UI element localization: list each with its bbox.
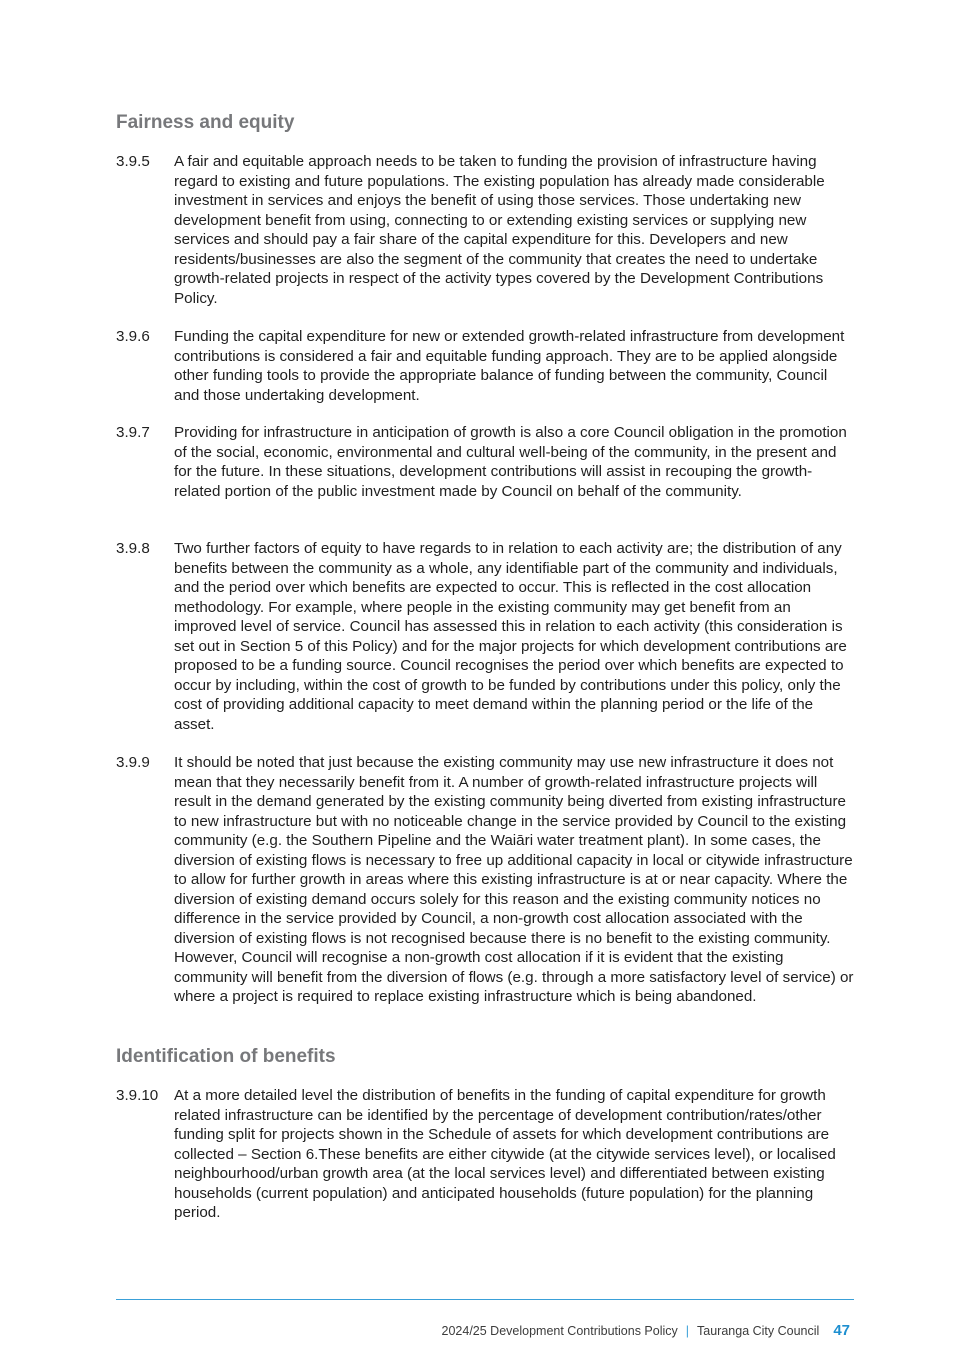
paragraph-3-9-5 — [116, 152, 856, 308]
paragraph-text: Funding the capital expenditure for new or extended growth-related infrastructure from development contributions is considered a fair and equitable funding approach. They are to be applied alongside other funding tools to provide the appropriate balance of funding between the community, Council and those undertaking development. — [174, 328, 845, 404]
paragraph-3-9-7 — [116, 423, 856, 501]
paragraph-text: It should be noted that just because the existing community may use new infrastructure it does not mean that they necessarily benefit from it. A number of growth-related infrastructure projects will result in the demand generated by the existing community being diverted from existing infrastructure to new infrastructure but with no noticeable change in the service provided by Council to the existing community (e.g. the Southern Pipeline and the Waiāri water treatment plant). In some cases, the diversion of existing flows is necessary to free up additional capacity in local or citywide infrastructure to allow for further growth in areas where this existing infrastructure is at or near capacity. Where the diversion of existing demand occurs solely for this reason and the existing community notices no difference in the service provided by Council, a non-growth cost allocation associated with the diversion of existing flows is not recognised because there is no benefit to the existing community. However, Council will recognise a non-growth cost allocation if it is evident that the existing community will benefit from the diversion of flows (e.g. through a more satisfactory level of service) or where a project is required to replace existing infrastructure which is being abandoned. — [174, 754, 854, 1005]
paragraph-3-9-9 — [116, 753, 856, 1007]
paragraph-text: Providing for infrastructure in anticipation of growth is also a core Council obligation in the promotion of the social, economic, environmental and cultural well-being of the community, in the present and for the future. In these situations, development contributions will assist in recouping the growth-related portion of the public investment made by Council on behalf of the community. — [174, 424, 847, 500]
paragraph-text: A fair and equitable approach needs to be taken to funding the provision of infrastructure having regard to existing and future populations. The existing population has already made considerable investment in services and enjoys the benefit of using those services. Those undertaking new development benefit from using, connecting to or extending existing services or supplying new services and should pay a fair share of the capital expenditure for this. Developers and new residents/businesses are also the segment of the community that creates the need to undertake growth-related projects in respect of the activity types covered by the Development Contributions Policy. — [174, 153, 825, 307]
footer-divider — [116, 1299, 854, 1300]
page-footer — [442, 1322, 850, 1339]
paragraph-text: At a more detailed level the distribution of benefits in the funding of capital expenditure for growth related infrastructure can be identified by the percentage of development contribution/rates/other funding split for projects shown in the Schedule of assets for which development contributions are collected – Section 6.These benefits are either citywide (at the citywide services level), or localised neighbourhood/urban growth area (at the local services level) and differentiated between existing households (current population) and anticipated households (future population) for the planning period. — [174, 1087, 836, 1221]
footer-document-title: 2024/25 Development Contributions Policy — [441, 1324, 678, 1338]
page-number: 47 — [833, 1322, 850, 1339]
paragraph-number: 3.9.10 — [116, 1087, 159, 1104]
footer-separator: | — [685, 1324, 690, 1338]
paragraph-3-9-8 — [116, 539, 856, 734]
paragraph-number: 3.9.8 — [116, 540, 150, 557]
footer-organisation: Tauranga City Council — [697, 1324, 820, 1338]
section-heading-identification-of-benefits: Identification of benefits — [116, 1046, 336, 1067]
paragraph-3-9-10 — [116, 1086, 856, 1223]
paragraph-number: 3.9.5 — [116, 153, 150, 170]
paragraph-number: 3.9.6 — [116, 328, 150, 345]
section-heading-fairness-and-equity: Fairness and equity — [116, 112, 295, 133]
paragraph-3-9-6 — [116, 327, 856, 405]
paragraph-text: Two further factors of equity to have regards to in relation to each activity are; the distribution of any benefits between the community as a whole, any identifiable part of the community and individuals, and the period over which benefits are expected to occur. This is reflected in the cost allocation methodology. For example, where people in the existing community may get benefit from an improved level of service. Council has assessed this in relation to each activity (this consideration is set out in Section 5 of this Policy) and for the major projects for which development contributions are proposed to be a funding source. Council recognises the period over which benefits are expected to occur by including, within the cost of growth to be funded by contributions under this policy, only the cost of providing additional capacity to meet demand within the planning period or the life of the asset. — [174, 540, 847, 733]
paragraph-number: 3.9.9 — [116, 754, 150, 771]
paragraph-number: 3.9.7 — [116, 424, 150, 441]
